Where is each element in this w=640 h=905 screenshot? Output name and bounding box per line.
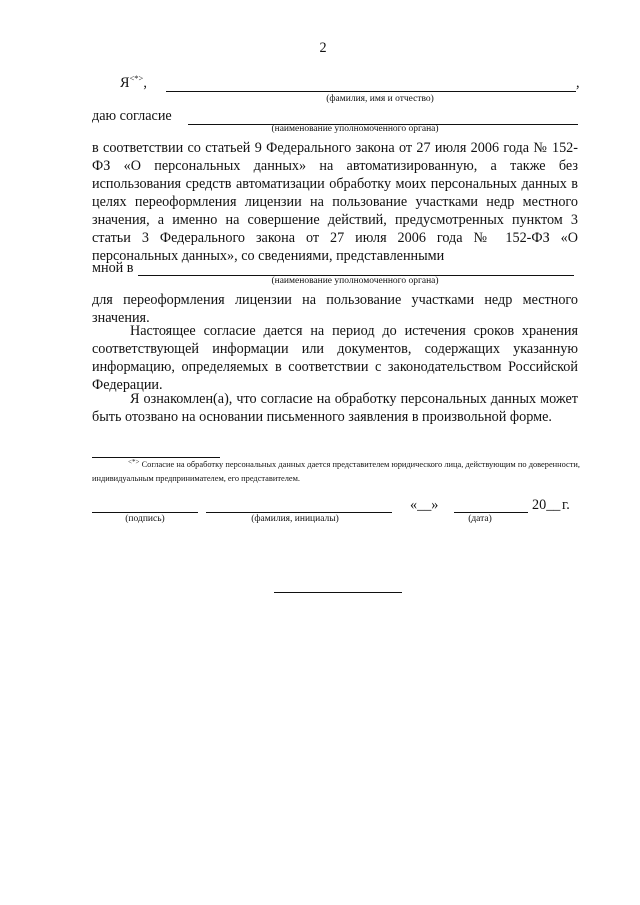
date-day-blank[interactable]: __ <box>417 497 432 513</box>
full-name-caption: (фамилия, имя и отчество) <box>326 94 434 104</box>
revocation-paragraph-text: Я ознакомлен(а), что согласие на обработку персональных данных может быть отозвано на основании письменного заявления в произвольной форме. <box>92 391 578 425</box>
authority-caption-2: (наименование уполномоченного органа) <box>271 276 439 286</box>
validity-paragraph <box>92 322 578 394</box>
footnote-reference: <*> <box>129 73 144 83</box>
name-initials-caption: (фамилия, инициалы) <box>251 514 339 524</box>
footnote <box>92 458 580 485</box>
end-separator <box>274 592 402 593</box>
date-open-quote: « <box>410 497 418 513</box>
date-year <box>532 496 560 514</box>
validity-paragraph-text: Настоящее согласие дается на период до истечения сроков хранения соответствующей информации или документов, содержащих указанную информацию, определяемых в соответствии с законодательством Российской Федерации. <box>92 323 578 393</box>
authority-caption-1: (наименование уполномоченного органа) <box>271 124 439 134</box>
footnote-text: Согласие на обработку персональных данных дается представителем юридического лица, действующим по доверенности, индивидуальным предпринимателем, его представителем. <box>92 460 580 483</box>
applicant-comma: , <box>143 75 147 91</box>
consent-paragraph <box>92 139 578 265</box>
page-number: 2 <box>319 40 327 56</box>
purpose-paragraph-text: для переоформления лицензии на пользование участками недр местного значения. <box>92 292 578 326</box>
date-close-quote: » <box>431 497 439 513</box>
date-caption: (дата) <box>468 514 492 524</box>
signature-caption: (подпись) <box>125 514 165 524</box>
name-initials-field[interactable] <box>206 512 392 513</box>
submitted-to-label: мной в <box>92 260 134 276</box>
revocation-paragraph <box>92 390 578 426</box>
consent-paragraph-text: в соответствии со статьей 9 Федерального закона от 27 июля 2006 года № 152-ФЗ «О персональных данных» на автоматизированную, а также без использования средств автоматизации обработку моих персональных данных в целях переоформления лицензии на пользование участками недр местного значения, а именно на совершение действий, предусмотренных пунктом 3 статьи 3 Федерального закона от 27 июля 2006 года № 152-ФЗ «О персональных данных», со сведениями, представленными <box>92 140 578 264</box>
year-prefix: 20 <box>532 497 547 513</box>
full-name-field[interactable] <box>166 91 576 92</box>
signature-field[interactable] <box>92 512 198 513</box>
consent-label: даю согласие <box>92 108 172 124</box>
applicant-prefix: Я <box>120 75 130 91</box>
footnote-mark: <*> <box>128 458 140 466</box>
date-day <box>410 496 438 514</box>
applicant-label <box>120 74 147 93</box>
full-name-trailing-comma: , <box>576 75 580 91</box>
year-blank[interactable]: __ <box>546 497 561 513</box>
date-month-field[interactable] <box>454 512 528 513</box>
year-suffix: г. <box>562 497 570 513</box>
